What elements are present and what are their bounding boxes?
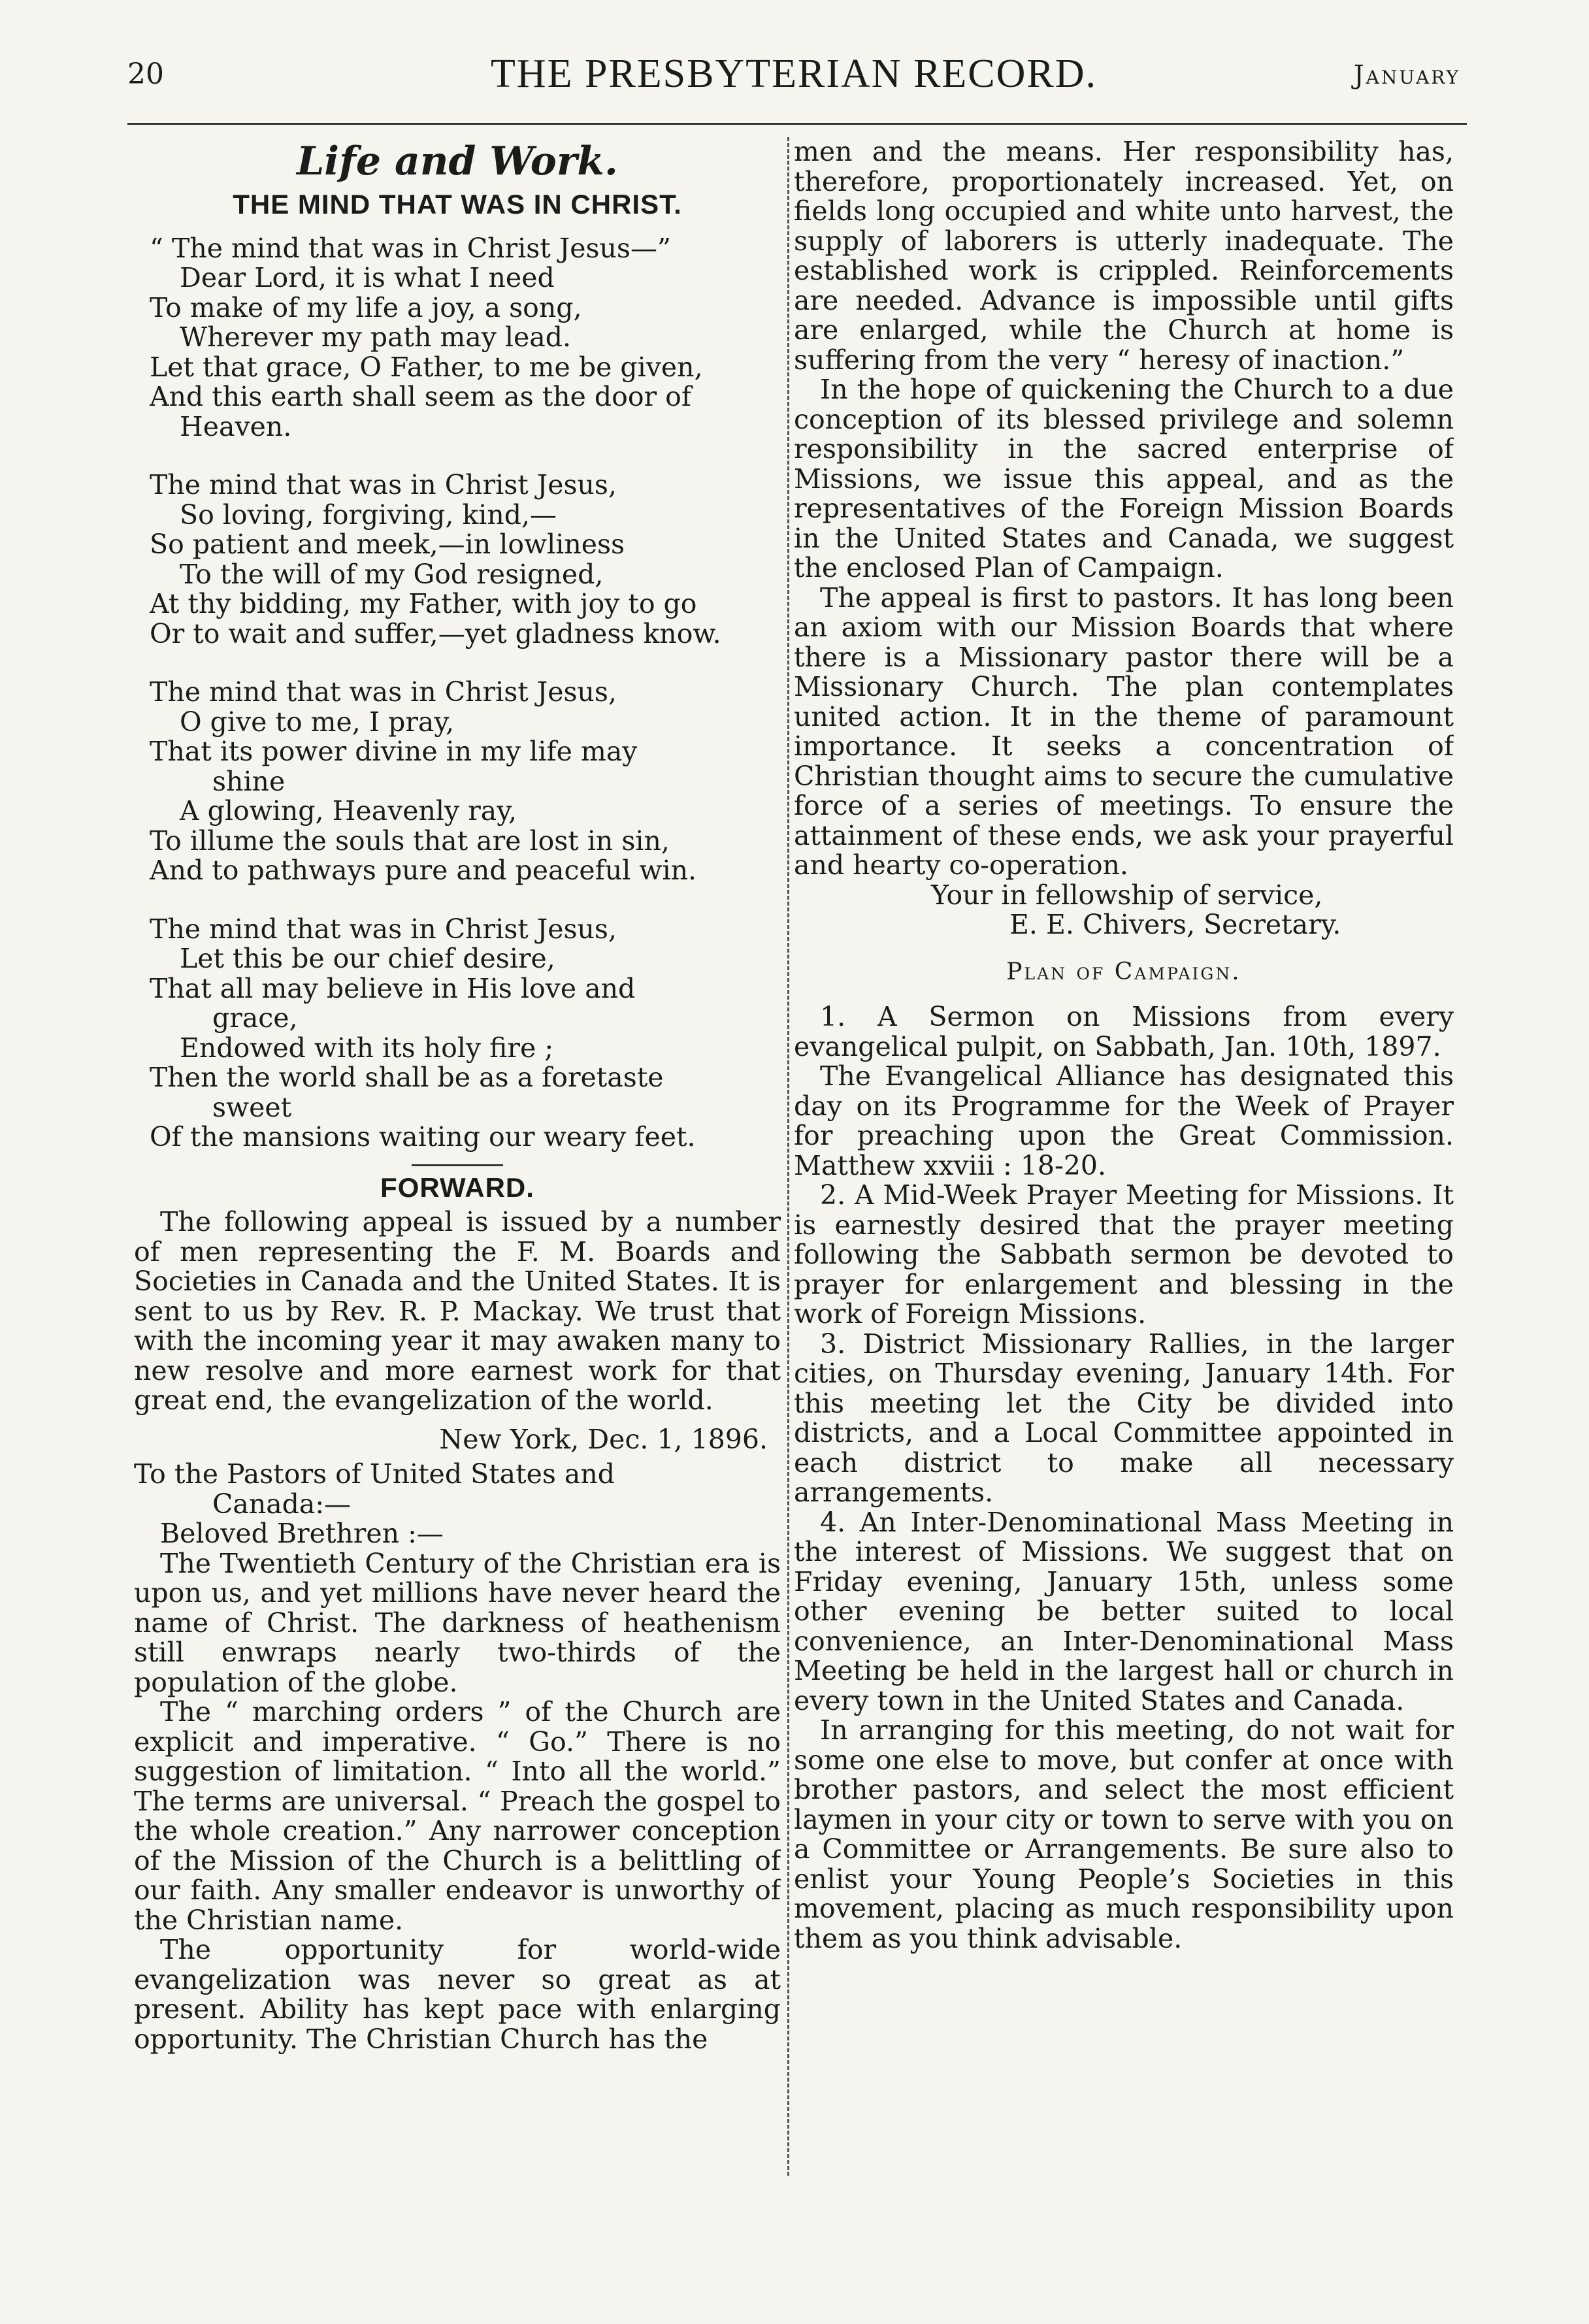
poem-line: Endowed with its holy fire ; [180, 1032, 554, 1064]
letter-dateline: New York, Dec. 1, 1896. [439, 1423, 768, 1455]
poem-line: “ The mind that was in Christ Jesus—” [150, 232, 671, 264]
poem-line: That all may believe in His love and [150, 972, 636, 1004]
poem-line: Dear Lord, it is what I need [180, 262, 555, 293]
letter-closing: Your in fellowship of service, [931, 879, 1323, 911]
poem-line: shine [212, 765, 286, 797]
poem-line: To make of my life a joy, a song, [150, 291, 582, 323]
poem-line: To the will of my God resigned, [180, 558, 604, 590]
poem-stanza [134, 470, 781, 649]
masthead-title: THE PRESBYTERIAN RECORD. [490, 52, 1098, 96]
plan-title: Plan of Campaign. [1006, 958, 1241, 985]
poem-line: The mind that was in Christ Jesus, [150, 913, 617, 945]
poem [134, 234, 781, 1153]
plan-paragraph: The Evangelical Alliance has designated this day on its Programme for the Week of Prayer for preaching upon the Great Commission. Matthew xxviii : 18-20. [794, 1060, 1454, 1181]
poem-line: Of the mansions waiting our weary feet. [150, 1121, 696, 1153]
plan-paragraph: 4. An Inter-Denominational Mass Meeting in the interest of Missions. We suggest that on Friday evening, January 15th, unless some other evening be better suited to local convenience, an Inter-Denominational Mass Meeting be held in the largest hall or church in every town in the United States and Canada. [794, 1506, 1454, 1716]
poem-title: THE MIND THAT WAS IN CHRIST. [233, 189, 682, 220]
poem-line: Let this be our chief desire, [180, 943, 555, 974]
poem-line: A glowing, Heavenly ray, [180, 795, 517, 826]
poem-line: Let that grace, O Father, to me be given, [150, 351, 703, 383]
poem-line: Wherever my path may lead. [180, 321, 572, 353]
letter-signature: E. E. Chivers, Secretary. [1009, 909, 1341, 940]
letter-paragraph: The Twentieth Century of the Christian era is upon us, and yet millions have never heard the name of Christ. The darkness of heathenism still enwraps nearly two-thirds of the population of the globe. [134, 1547, 781, 1698]
poem-stanza [134, 234, 781, 442]
poem-line: The mind that was in Christ Jesus, [150, 676, 617, 708]
letter-address [134, 1460, 781, 1519]
poem-line: O give to me, I pray, [180, 706, 455, 738]
poem-line: Heaven. [180, 410, 292, 442]
letter-paragraph: In the hope of quickening the Church to a due conception of its blessed privilege and solemn responsibility in the sacred enterprise of Missions, we issue this appeal, and as the representatives of the Foreign Mission Boards in the United States and Canada, we suggest the enclosed Plan of Campaign. [794, 374, 1454, 583]
page-number: 20 [127, 57, 164, 91]
letter-salutation: Beloved Brethren :— [160, 1518, 444, 1549]
issue-month: January [1353, 60, 1460, 90]
poem-line: That its power divine in my life may [150, 736, 638, 767]
letter-paragraph: The “ marching orders ” of the Church are explicit and imperative. “ Go.” There is no suggestion of limitation. “ Into all the world.” The terms are universal. “ Preach the gospel to the whole creation.” Any narrower conception of the Mission of the Church is a belittling of our faith. Any smaller endeavor is unworthy of the Christian name. [134, 1696, 781, 1936]
forward-intro: The following appeal is issued by a number of men representing the F. M. Boards and Societies in Canada and the United States. It is sent to us by Rev. R. P. Mackay. We trust that with the incoming year it may awaken many to new resolve and more earnest work for that great end, the evangelization of the world. [134, 1206, 781, 1416]
poem-line: Or to wait and suffer,—yet gladness know. [150, 617, 721, 649]
page-header [127, 51, 1460, 110]
header-rule [127, 123, 1467, 125]
poem-line: To illume the souls that are lost in sin, [150, 825, 670, 857]
right-column [794, 137, 1454, 2176]
column-divider [787, 137, 789, 2176]
poem-stanza [134, 915, 781, 1153]
poem-line: And to pathways pure and peaceful win. [150, 855, 697, 886]
plan-paragraph: 2. A Mid-Week Prayer Meeting for Missions. It is earnestly desired that the prayer meeting following the Sabbath sermon be devoted to prayer for enlargement and blessing in the work of Foreign Missions. [794, 1179, 1454, 1330]
poem-line: So patient and meek,—in lowliness [150, 529, 625, 560]
poem-line: And this earth shall seem as the door of [150, 381, 692, 412]
address-line: Canada:— [212, 1488, 352, 1520]
poem-line: Then the world shall be as a foretaste [150, 1062, 664, 1093]
letter-paragraph: The opportunity for world-wide evangelization was never so great as at present. Ability has kept pace with enlarging opportunity. The Christian Church has the [134, 1934, 781, 2055]
section-title: Life and Work. [297, 139, 618, 184]
poem-line: The mind that was in Christ Jesus, [150, 469, 617, 500]
left-column [134, 137, 781, 2176]
poem-stanza [134, 678, 781, 886]
plan-paragraph: In arranging for this meeting, do not wait for some one else to move, but confer at once with brother pastors, and select the most efficient laymen in your city or town to serve with you on a Committee or Arrangements. Be sure also to enlist your Young People’s Societies in this movement, placing as much responsibility upon them as you think advisable. [794, 1714, 1454, 1954]
poem-line: sweet [212, 1091, 292, 1123]
poem-line: grace, [212, 1002, 298, 1034]
address-line: To the Pastors of United States and [134, 1458, 615, 1490]
plan-paragraph: 1. A Sermon on Missions from every evangelical pulpit, on Sabbath, Jan. 10th, 1897. [794, 1001, 1454, 1062]
plan-paragraph: 3. District Missionary Rallies, in the larger cities, on Thursday evening, January 14th. For this meeting let the City be divided into districts, and a Local Committee appointed in each district to make all necessary arrangements. [794, 1328, 1454, 1508]
section-divider [412, 1164, 503, 1166]
letter-paragraph: men and the means. Her responsibility has, therefore, proportionately increased. Yet, on fields long occupied and white unto harvest, the supply of laborers is utterly inadequate. The established work is crippled. Reinforcements are needed. Advance is impossible until gifts are enlarged, while the Church at home is suffering from the very “ heresy of inaction.” [794, 137, 1454, 376]
forward-title: FORWARD. [380, 1171, 534, 1203]
poem-line: At thy bidding, my Father, with joy to go [150, 588, 697, 619]
letter-paragraph: The appeal is first to pastors. It has long been an axiom with our Mission Boards that where there is a Missionary pastor there will be a Missionary Church. The plan contemplates united action. It in the theme of paramount importance. It seeks a concentration of Christian thought aims to secure the cumulative force of a series of meetings. To ensure the attainment of these ends, we ask your prayerful and hearty co-operation. [794, 581, 1454, 881]
poem-line: So loving, forgiving, kind,— [180, 499, 557, 531]
